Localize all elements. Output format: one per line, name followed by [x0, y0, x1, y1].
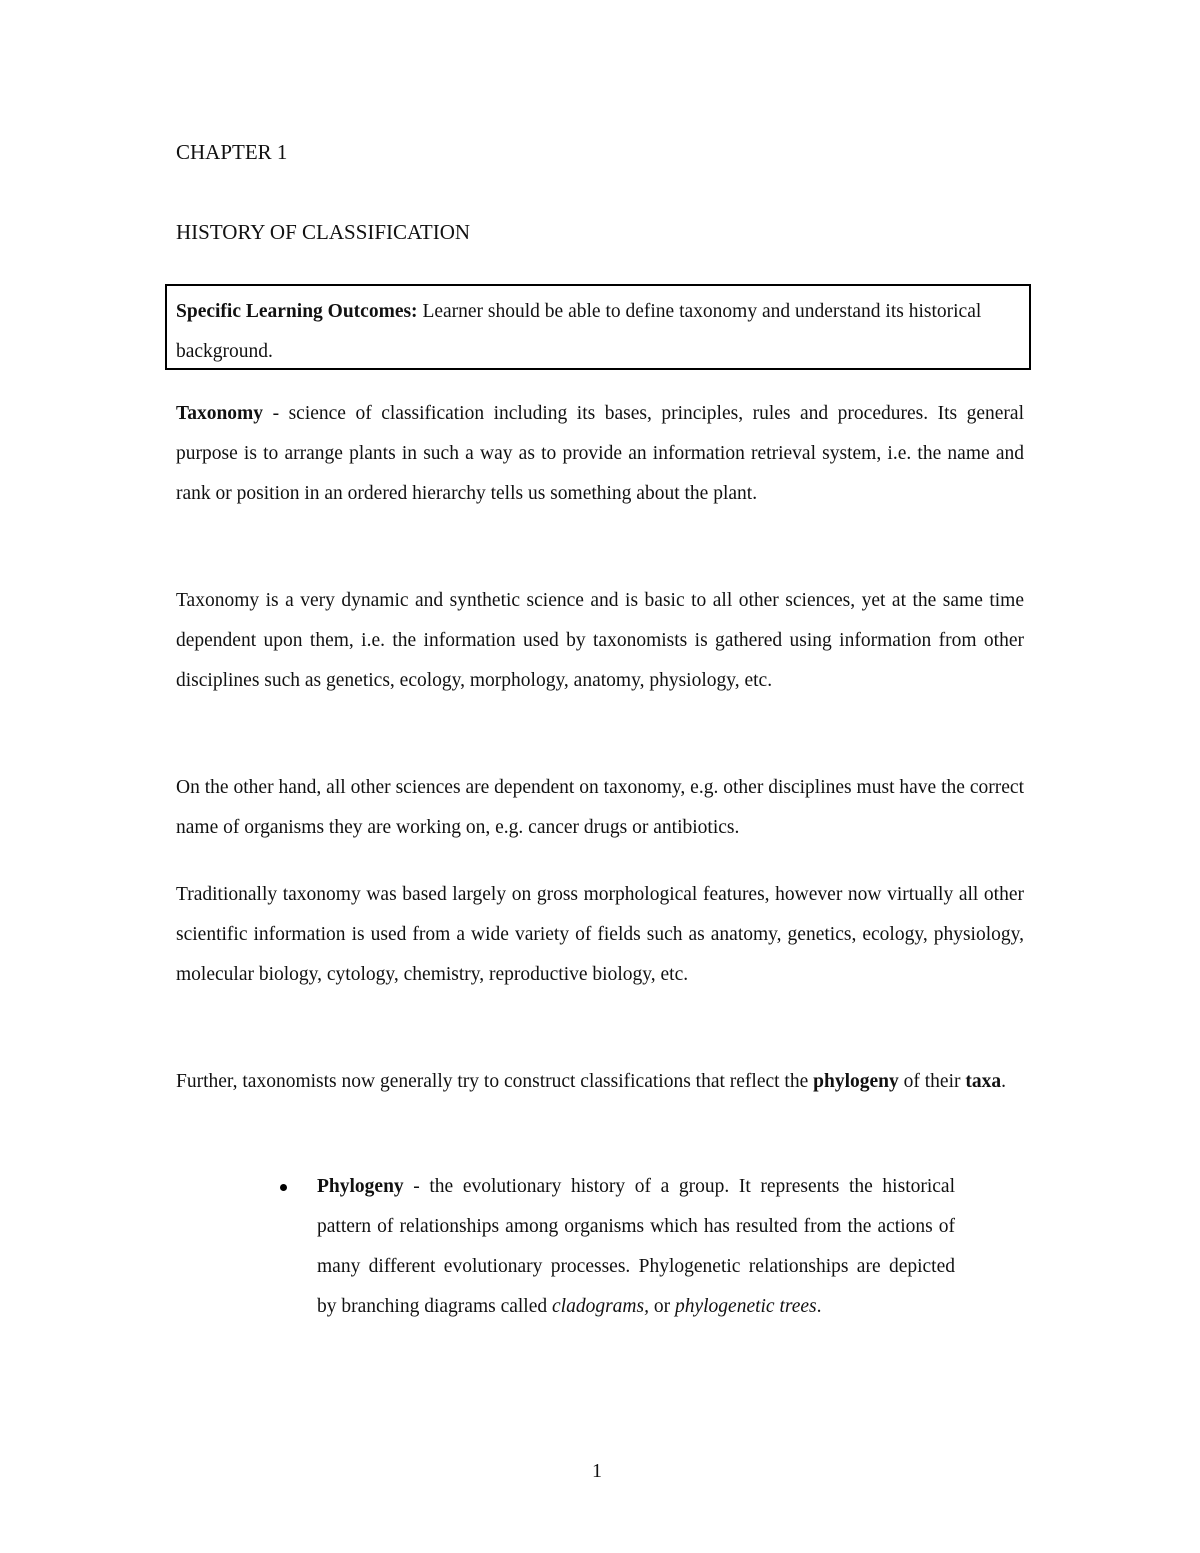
learning-outcomes-text: Learner should be able to define taxonomy and understand its historical background.: [176, 301, 982, 362]
bullet-or-text: or: [648, 1296, 675, 1317]
bullet-dot-icon: [280, 1184, 287, 1191]
phylogeny-bullet-definition: - the evolutionary history of a group. It represents the historical pattern of relationships among organisms which has resulted from the actions of many different evolutionary processes. Phylogenetic relationships are depicted by branching diagrams called: [317, 1176, 955, 1317]
cladograms-term: cladograms,: [552, 1296, 649, 1317]
bullet-end-text: .: [816, 1296, 822, 1317]
chapter-title: HISTORY OF CLASSIFICATION: [176, 220, 471, 244]
phylogeny-bullet-text: [317, 1167, 955, 1327]
phylogeny-bold-term: phylogeny: [813, 1071, 899, 1092]
phylogenetic-trees-term: phylogenetic trees: [674, 1296, 817, 1317]
learning-outcomes-box: [165, 284, 1031, 370]
dynamic-science-paragraph: Taxonomy is a very dynamic and synthetic science and is basic to all other sciences, yet at the same time dependent upon them, i.e. the information used by taxonomists is gathered using information from other disciplines such as genetics, ecology, morphology, anatomy, physiology, etc.: [176, 590, 1024, 691]
taxa-bold-term: taxa: [965, 1071, 1002, 1092]
page-number: 1: [592, 1460, 602, 1482]
taxonomy-definition-paragraph: [176, 394, 1024, 514]
taxonomy-term: Taxonomy: [176, 403, 264, 424]
phylogeny-intro-paragraph: [176, 1062, 1024, 1102]
learning-outcomes-label: Specific Learning Outcomes:: [176, 301, 418, 322]
chapter-heading: CHAPTER 1: [176, 140, 288, 164]
phylogeny-bullet-term: Phylogeny: [317, 1176, 404, 1197]
phylogeny-intro-text-b: of their: [898, 1071, 966, 1092]
phylogeny-intro-text-a: Further, taxonomists now generally try to construct classifications that reflect the: [176, 1071, 814, 1092]
traditional-taxonomy-paragraph: Traditionally taxonomy was based largely on gross morphological features, however now virtually all other scientific information is used from a wide variety of fields such as anatomy, genetics, ecology, physiology, molecular biology, cytology, chemistry, reproductive biology, etc.: [176, 884, 1024, 985]
dependence-paragraph: On the other hand, all other sciences are dependent on taxonomy, e.g. other disciplines must have the correct name of organisms they are working on, e.g. cancer drugs or antibiotics.: [176, 777, 1024, 838]
phylogeny-intro-text-c: .: [1001, 1071, 1006, 1092]
taxonomy-definition-text: - science of classification including its bases, principles, rules and procedures. Its general purpose is to arrange plants in such a way as to provide an information retrieval system, i.e. the name and rank or position in an ordered hierarchy tells us something about the plant.: [176, 403, 1024, 504]
